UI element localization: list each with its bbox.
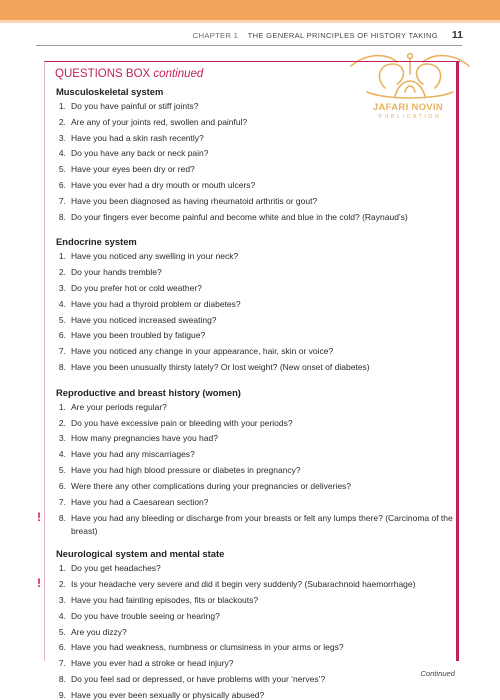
question-item [56,249,454,265]
question-item [56,447,454,463]
box-title-suffix: continued [153,68,204,80]
question-item [56,115,454,131]
section-gap [56,537,454,546]
question-number: 5. [58,626,66,637]
chapter-title: THE GENERAL PRINCIPLES OF HISTORY TAKING [247,31,438,40]
running-head-rule [36,45,462,46]
question-text: Have your eyes been dry or red? [71,164,195,175]
question-text: Do you have trouble seeing or hearing? [71,610,220,621]
question-number: 8. [58,673,66,684]
section-heading: Musculoskeletal system [56,86,164,97]
question-item [56,297,454,313]
question-item [56,593,454,609]
question-number: 8. [58,361,66,372]
section-heading: Neurological system and mental state [56,548,225,560]
question-item [56,131,454,147]
question-number: 6. [58,480,66,491]
question-number: 6. [58,330,66,341]
question-item [56,561,454,577]
question-item [56,162,454,178]
question-item [56,688,454,700]
question-text: Do your hands tremble? [71,267,162,278]
question-text: Do you prefer hot or cold weather? [71,282,202,293]
question-number: 3. [58,433,66,444]
box-title-main: QUESTIONS BOX [55,68,151,80]
question-number: 2. [58,579,66,590]
question-item [56,609,454,625]
question-item [56,479,454,495]
question-number: 4. [58,610,66,621]
question-text: Have you noticed any swelling in your neck? [71,251,239,262]
question-text: Have you been diagnosed as having rheumatoid arthritis or gout? [71,195,318,206]
question-item [37,576,454,593]
question-number: 8. [58,211,66,222]
question-number: 1. [58,401,66,412]
question-item [56,463,454,479]
question-text: Have you had any miscarriages? [71,449,195,460]
question-text: Have you had a Caesarean section? [71,496,209,507]
question-number: 5. [58,164,66,175]
question-text: Have you had a thyroid problem or diabetes? [71,298,241,309]
question-number: 7. [58,496,66,507]
section-gap [56,225,454,234]
chapter-label: CHAPTER 1 [192,31,239,40]
question-text: Do you get headaches? [71,563,161,574]
question-text: Do you have excessive pain or bleeding with your periods? [71,417,293,428]
question-text: Have you ever had a stroke or head injury? [71,658,234,669]
question-number: 4. [58,298,66,309]
question-number: 8. [58,513,66,524]
page-number: 11 [451,29,463,41]
question-number: 2. [58,267,66,278]
question-text: Do you have any back or neck pain? [71,148,209,159]
question-item [56,146,454,162]
question-text: Is your headache very severe and did it begin very suddenly? (Subarachnoid haemorrhage) [71,579,416,590]
question-text: Have you ever been sexually or physically abused? [71,689,265,700]
question-item [56,194,454,210]
question-item [56,416,454,432]
question-number: 1. [58,563,66,574]
question-number: 1. [58,251,66,262]
question-item [56,344,454,360]
question-number: 2. [58,116,66,127]
continued-label: Continued [420,669,455,678]
top-color-band [0,0,500,20]
question-number: 5. [58,314,66,325]
question-text: Are any of your joints red, swollen and painful? [71,116,248,127]
question-item [37,510,454,537]
question-text: How many pregnancies have you had? [71,433,218,444]
question-number: 3. [58,132,66,143]
question-item [56,672,454,688]
question-text: Have you had any bleeding or discharge from your breasts or felt any lumps there? (Carcinoma of the breast) [71,513,453,536]
question-item [56,210,454,226]
question-item [56,265,454,281]
running-head [0,31,500,45]
question-number: 3. [58,594,66,605]
section-heading: Reproductive and breast history (women) [56,386,241,398]
question-item [56,360,454,376]
question-number: 6. [58,179,66,190]
top-band-fade [0,20,500,23]
question-text: Have you been troubled by fatigue? [71,330,206,341]
question-number: 4. [58,148,66,159]
question-text: Have you had fainting episodes, fits or blackouts? [71,594,259,605]
publisher-name: JAFARI NOVIN [372,102,444,113]
question-item [56,656,454,672]
question-text: Do your fingers ever become painful and become white and blue in the cold? (Raynaud’s) [71,211,408,222]
question-item [56,431,454,447]
question-number: 1. [58,101,66,111]
questions-box-title [55,68,203,80]
red-flag-icon: ! [37,576,41,591]
question-number: 7. [58,346,66,357]
question-number: 4. [58,449,66,460]
question-number: 2. [58,417,66,428]
question-number: 3. [58,282,66,293]
question-item [56,178,454,194]
question-item [56,495,454,511]
question-text: Do you have painful or stiff joints? [71,101,199,111]
question-text: Were there any other complications during your pregnancies or deliveries? [71,480,352,491]
question-number: 9. [58,689,66,700]
question-item [56,99,454,115]
publisher-subtitle: PUBLICATION [378,114,442,120]
question-number: 7. [58,195,66,206]
section-heading: Endocrine system [56,236,137,248]
question-number: 5. [58,464,66,475]
section-gap [56,376,454,385]
questions-box-accent-bar [456,61,459,661]
question-text: Have you had a skin rash recently? [71,132,204,143]
question-number: 6. [58,642,66,653]
question-text: Do you feel sad or depressed, or have problems with your ‘nerves’? [71,673,326,684]
chapter-separator [241,31,246,40]
question-text: Have you noticed any change in your appearance, hair, skin or voice? [71,346,334,357]
question-text: Have you had weakness, numbness or clumsiness in your arms or legs? [71,642,344,653]
question-number: 7. [58,658,66,669]
question-item [56,625,454,641]
question-text: Have you been unusually thirsty lately? Or lost weight? (New onset of diabetes) [71,361,370,372]
question-item [56,400,454,416]
question-item [56,281,454,297]
question-text: Have you ever had a dry mouth or mouth ulcers? [71,179,256,190]
questions-content [37,84,454,700]
question-text: Are your periods regular? [71,401,167,412]
question-item [56,313,454,329]
question-text: Have you noticed increased sweating? [71,314,217,325]
question-text: Have you had high blood pressure or diabetes in pregnancy? [71,464,301,475]
red-flag-icon: ! [37,510,41,525]
question-item [56,640,454,656]
question-text: Are you dizzy? [71,626,127,637]
question-item [56,328,454,344]
